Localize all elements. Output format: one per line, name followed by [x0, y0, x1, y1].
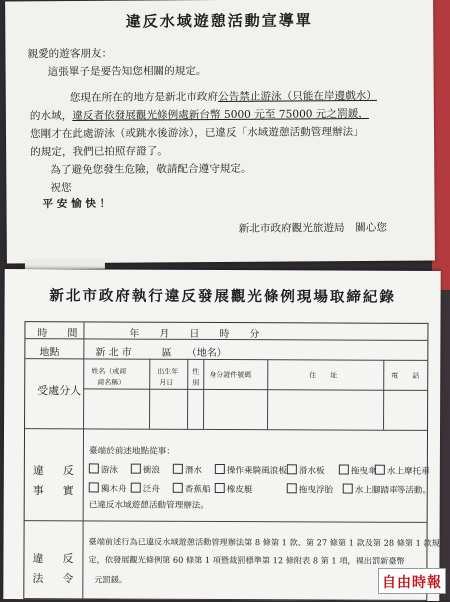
leaflet-paragraph-line2 [30, 107, 369, 123]
checkbox-icon[interactable] [339, 465, 349, 475]
violation-label-1: 違 [32, 464, 44, 478]
law-label-4: 令 [62, 572, 74, 586]
checkbox-icon[interactable] [131, 483, 141, 493]
rule [267, 359, 268, 429]
col-dob-2: 月日 [159, 378, 174, 387]
rule [383, 360, 384, 430]
record-title: 新北市政府執行違反發展觀光條例現場取締紀錄 [49, 287, 396, 306]
leaflet-p1-a: 您現在所在的地方是新北市政府 [69, 91, 219, 105]
rule [83, 322, 85, 520]
activity-row2-option-label: 泛舟 [142, 484, 160, 495]
place-label: 地點 [39, 347, 60, 359]
violation-end: 已違反水域遊憩活動管理辦法。 [88, 500, 210, 511]
activity-row2-option-label: 水上腳踏車 [354, 485, 398, 496]
activity-row2-option-label: 橡皮艇 [226, 485, 253, 496]
law-line-3: 元罰鍰。 [94, 574, 128, 585]
leaflet-title: 違反水域遊憩活動宣導單 [125, 11, 313, 31]
leaflet-tab [25, 259, 105, 270]
rule [82, 520, 83, 600]
col-phone: 電 話 [391, 371, 420, 380]
checkbox-icon[interactable] [215, 464, 225, 474]
leaflet-paragraph-line3: 您剛才在此處游泳（或跳水後游泳），已違反「水域遊憩活動管理辦法」 [29, 125, 364, 141]
record-form [3, 269, 440, 601]
leaflet-paragraph-2: 為了避免您發生危險，敬請配合遵守規定。 [50, 162, 252, 177]
activity-row1-option[interactable] [131, 464, 160, 476]
checkbox-icon[interactable] [173, 483, 183, 493]
col-dob: 出生年 [157, 367, 179, 376]
leaflet-greeting: 親愛的遊客朋友： [27, 47, 113, 61]
record-table [23, 321, 440, 601]
checkbox-icon[interactable] [375, 465, 385, 475]
activity-row2-option[interactable] [287, 483, 333, 495]
activity-row1-option[interactable] [339, 465, 377, 477]
violation-label-3: 事 [32, 484, 44, 498]
law-label-3: 法 [32, 572, 44, 586]
violation-label-2: 反 [62, 464, 74, 478]
activity-row1-option-label: 衝浪 [142, 465, 161, 476]
activity-row1-option[interactable] [287, 464, 325, 476]
checkbox-icon[interactable] [215, 483, 225, 493]
newspaper-logo-text: 自由時報 [382, 575, 442, 591]
leaflet-p1-d: 違反者依發展觀光條例處新台幣 5000 元至 75000 元之罰鍰， [72, 107, 369, 123]
col-name-2: 商名稱） [97, 378, 126, 387]
leaflet-wish: 祝您 [50, 182, 72, 195]
leaflet-wish-2: 平 安 愉 快 ！ [42, 197, 111, 211]
leaflet-signature: 新北市政府觀光旅遊局 關心您 [238, 221, 388, 235]
newspaper-logo [378, 568, 446, 594]
activity-row2-option[interactable] [215, 483, 253, 495]
warning-leaflet [5, 0, 435, 263]
activity-row2-option[interactable] [173, 483, 211, 495]
leaflet-paragraph-line4: 的規定，我們已拍照存證了。 [30, 145, 168, 159]
law-label-1: 違 [32, 552, 44, 566]
rule [25, 428, 427, 431]
activity-row2-option-label: 拖曳浮胎 [298, 485, 334, 496]
rule [83, 388, 427, 391]
activity-row2-option-label: 香蕉船 [184, 484, 211, 495]
activity-row1-option[interactable] [375, 465, 430, 477]
activity-row1-option-label: 游泳 [100, 465, 119, 476]
rule [187, 359, 188, 429]
activity-row1-option-label: 潛水 [184, 465, 203, 476]
rule [203, 359, 204, 429]
activity-row1-option[interactable] [215, 464, 287, 476]
col-sex: 性 [192, 367, 200, 376]
violation-intro: 臺端於前述地點從事： [88, 446, 175, 457]
rule [149, 359, 150, 429]
checkbox-icon[interactable] [173, 464, 183, 474]
col-id: 身分證件號碼 [209, 370, 252, 380]
activity-row1-option-label: 滑水板 [298, 466, 325, 477]
law-line-2: 定，依發展觀光條例第 60 條第 1 項暨裁罰標準第 12 條附表 8 第 1 項，裸出罰新臺幣 [88, 554, 405, 566]
leaflet-intro: 這張單子是要告知您相關的規定。 [47, 65, 207, 79]
col-name: 姓名（或商 [91, 367, 127, 376]
checkbox-icon[interactable] [89, 482, 99, 492]
time-value[interactable]: 年 月 日 時 分 [129, 328, 260, 341]
activity-row1-option[interactable] [173, 464, 202, 476]
checkbox-icon[interactable] [287, 464, 297, 474]
checkbox-icon[interactable] [131, 464, 141, 474]
activity-tail: 等活動。 [396, 485, 432, 496]
col-sex-2: 別 [192, 378, 200, 387]
activity-row1-option-label: 水上摩托車 [386, 466, 430, 477]
activity-row1-option-label: 操作乘騎風浪板 [226, 466, 288, 477]
rule [25, 520, 427, 523]
law-line-1: 臺端前述行為已違反水域遊憩活動管理辦法第 8 條第 1 款、第 27 條第 1 款及第 28 條第 1 款規 [88, 536, 440, 548]
activity-row1-option-label: 拖曳傘 [350, 466, 377, 477]
checkbox-icon[interactable] [343, 484, 353, 494]
activity-row2-option-label: 獨木舟 [100, 484, 127, 495]
violation-label-4: 實 [62, 484, 74, 498]
leaflet-paragraph-line1 [70, 89, 377, 105]
activity-row2-option[interactable] [89, 482, 127, 494]
place-value[interactable]: 新 北 市 區 （地名） [95, 347, 227, 360]
activity-row2-option[interactable] [131, 483, 160, 495]
col-address: 住 址 [309, 371, 338, 380]
time-label: 時 間 [37, 328, 78, 340]
person-label: 受處分人 [37, 384, 82, 398]
activity-row2-option[interactable] [343, 484, 398, 496]
law-label-2: 反 [62, 552, 74, 566]
checkbox-icon[interactable] [287, 483, 297, 493]
checkbox-icon[interactable] [89, 463, 99, 473]
activity-row1-option[interactable] [89, 463, 118, 475]
leaflet-p1-c: 的水域， [29, 110, 73, 123]
leaflet-p1-b: 公告禁止游泳（只能在岸邊戲水） [218, 89, 378, 104]
